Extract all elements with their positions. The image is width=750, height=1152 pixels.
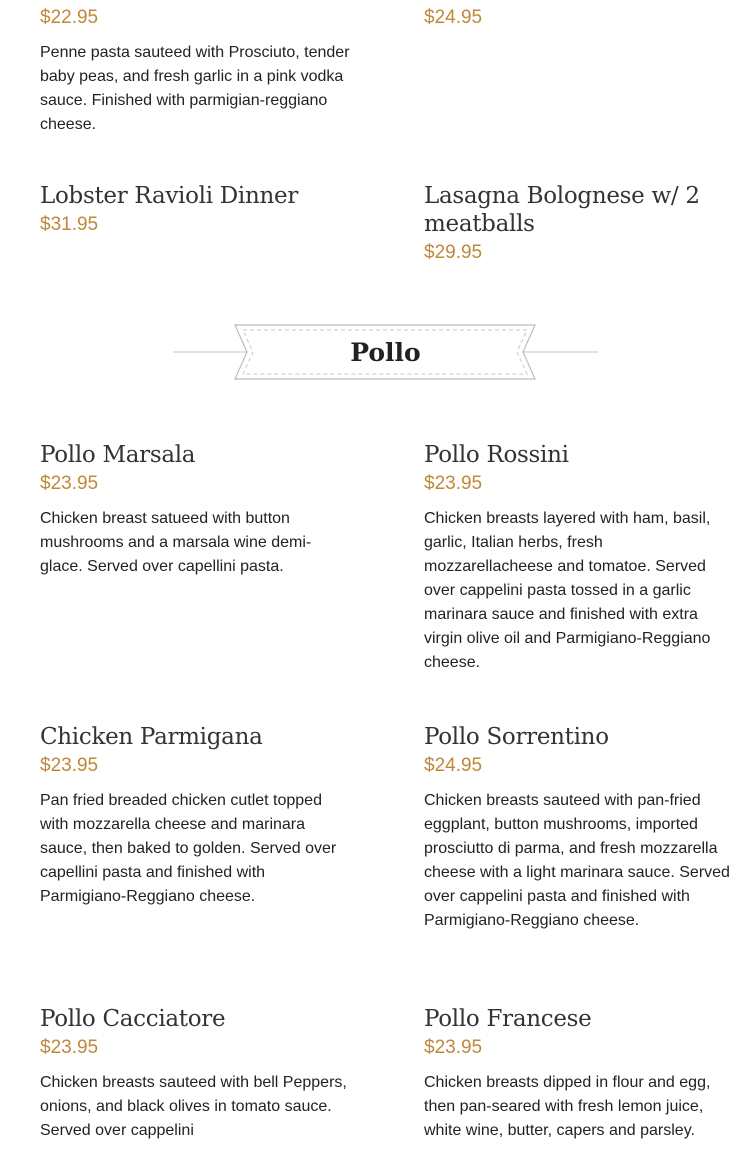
item-description: Pan fried breaded chicken cutlet topped with mozzarella cheese and marinara sauce, then baked to golden. Served over capellini pasta and finished with Parmigiano-Reggiano cheese. [40,792,337,905]
item-name: Lasagna Bolognese w/ 2 meatballs [424,183,700,237]
menu-item-pollo-rossini [424,441,734,675]
menu-item-chicken-parmigana [40,723,350,909]
menu-item-pollo-sorrentino [424,723,734,933]
menu-item-lobster-ravioli [40,182,350,238]
item-description: Chicken breasts layered with ham, basil, garlic, Italian herbs, fresh mozzarellacheese and tomatoe. Served over cappelini pasta tossed in a garlic marinara sauce and finished with extra virgin olive oil and Parmigiano-Reggiano cheese. [424,510,711,671]
menu-item-top-right [424,3,734,31]
menu-item-pollo-cacciatore [40,1005,350,1143]
item-description: Chicken breasts dipped in flour and egg, then pan-seared with fresh lemon juice, white wine, butter, capers and parsley. [424,1074,711,1139]
section-banner [173,322,598,384]
item-price: $24.95 [424,7,483,28]
item-name: Pollo Rossini [424,442,569,468]
item-description: Chicken breasts sauteed with bell Peppers, onions, and black olives in tomato sauce. Served over cappelini [40,1074,347,1139]
item-price: $23.95 [40,755,99,776]
item-name: Chicken Parmigana [40,724,263,750]
item-price: $24.95 [424,755,483,776]
item-description: Chicken breasts sauteed with pan-fried eggplant, button mushrooms, imported prosciutto di parma, and fresh mozzarella cheese with a light marinara sauce. Served over cappelini pasta and finished with Parmigiano-Reggiano cheese. [424,792,730,929]
item-description: Penne pasta sauteed with Prosciuto, tender baby peas, and fresh garlic in a pink vodka sauce. Finished with parmigian-reggiano cheese. [40,44,350,133]
item-name: Pollo Cacciatore [40,1006,226,1032]
item-price: $23.95 [40,1037,99,1058]
item-name: Pollo Sorrentino [424,724,609,750]
item-price: $23.95 [424,473,483,494]
item-name: Pollo Francese [424,1006,592,1032]
menu-item-lasagna [424,182,734,266]
item-price: $22.95 [40,7,99,28]
item-price: $23.95 [424,1037,483,1058]
item-name: Pollo Marsala [40,442,196,468]
item-price: $23.95 [40,473,99,494]
item-description: Chicken breast satueed with button mushrooms and a marsala wine demi-glace. Served over capellini pasta. [40,510,312,575]
item-price: $31.95 [40,214,99,235]
menu-item-pollo-marsala [40,441,350,579]
menu-item-penne [40,3,350,137]
item-price: $29.95 [424,242,483,263]
section-title: Pollo [350,338,421,367]
item-name: Lobster Ravioli Dinner [40,183,299,209]
menu-item-pollo-francese [424,1005,734,1143]
